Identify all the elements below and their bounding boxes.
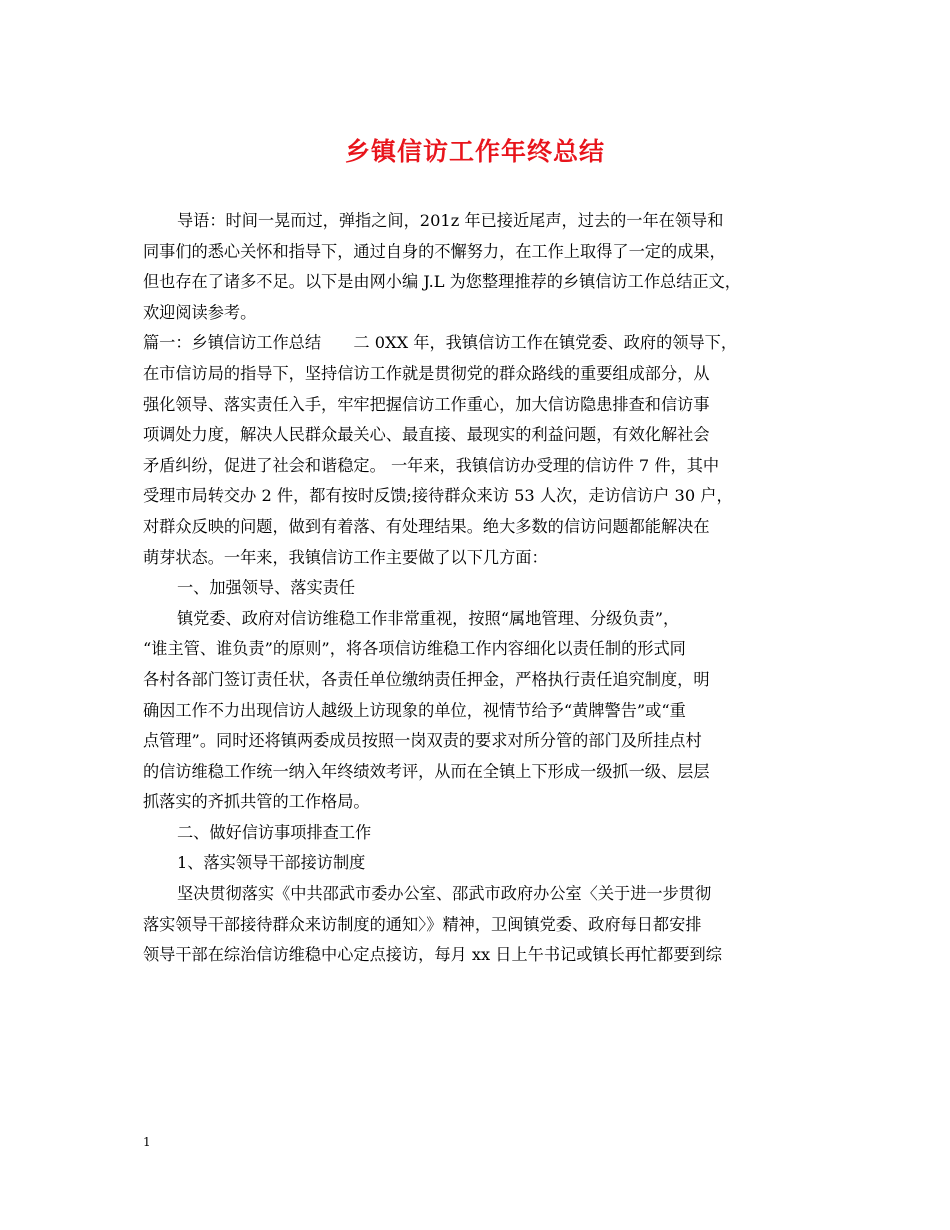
paragraph-line: 点管理”。同时还将镇两委成员按照一岗双责的要求对所分管的部门及所挂点村 bbox=[143, 731, 702, 751]
paragraph-line: 项调处力度，解决人民群众最关心、最直接、最现实的利益问题，有效化解社会 bbox=[143, 425, 710, 445]
paragraph-line: 但也存在了诸多不足。以下是由网小编 J.L 为您整理推荐的乡镇信访工作总结正文， bbox=[143, 272, 741, 292]
subsection-heading: 1、落实领导干部接访制度 bbox=[177, 853, 366, 873]
page-number: 1 bbox=[143, 1135, 151, 1149]
paragraph-line: 落实领导干部接待群众来访制度的通知〉》精神，卫闽镇党委、政府每日都安排 bbox=[143, 914, 702, 934]
paragraph-line: 篇一：乡镇信访工作总结 二 0XX 年，我镇信访工作在镇党委、政府的领导下， bbox=[143, 333, 738, 353]
paragraph-line: 抓落实的齐抓共管的工作格局。 bbox=[143, 792, 370, 812]
paragraph-line: 坚决贯彻落实《中共邵武市委办公室、邵武市政府办公室〈关于进一步贯彻 bbox=[177, 884, 712, 904]
paragraph-line: 同事们的悉心关怀和指导下，通过自身的不懈努力，在工作上取得了一定的成果， bbox=[143, 241, 726, 261]
section-heading: 二、做好信访事项排查工作 bbox=[177, 822, 372, 842]
paragraph-line: 在市信访局的指导下，坚持信访工作就是贯彻党的群众路线的重要组成部分，从 bbox=[143, 363, 710, 383]
paragraph-line: 领导干部在综治信访维稳中心定点接访，每月 xx 日上午书记或镇长再忙都要到综 bbox=[143, 945, 722, 965]
paragraph-line: 矛盾纠纷，促进了社会和谐稳定。 一年来，我镇信访办受理的信访件 7 件，其中 bbox=[143, 455, 720, 475]
paragraph-line: 欢迎阅读参考。 bbox=[143, 302, 257, 322]
paragraph-line: 强化领导、落实责任入手，牢牢把握信访工作重心，加大信访隐患排查和信访事 bbox=[143, 394, 710, 414]
paragraph-line: 受理市局转交办 2 件，都有按时反馈;接待群众来访 53 人次，走访信访户 30 户， bbox=[143, 486, 733, 506]
paragraph-line: 导语：时间一晃而过，弹指之间，201z 年已接近尾声，过去的一年在领导和 bbox=[177, 211, 724, 230]
paragraph-line: 镇党委、政府对信访维稳工作非常重视，按照“属地管理、分级负责”， bbox=[177, 608, 680, 628]
paragraph-line: “谁主管、谁负责”的原则”，将各项信访维稳工作内容细化以责任制的形式同 bbox=[143, 639, 686, 659]
paragraph-line: 对群众反映的问题，做到有着落、有处理结果。绝大多数的信访问题都能解决在 bbox=[143, 516, 710, 536]
document-body bbox=[143, 206, 811, 971]
document-title: 乡镇信访工作年终总结 bbox=[344, 137, 605, 166]
paragraph-line: 的信访维稳工作统一纳入年终绩效考评，从而在全镇上下形成一级抓一级、层层 bbox=[143, 761, 710, 781]
section-heading: 一、加强领导、落实责任 bbox=[177, 578, 356, 598]
paragraph-line: 确因工作不力出现信访人越级上访现象的单位，视情节给予“黄牌警告”或“重 bbox=[143, 700, 686, 720]
paragraph-line: 各村各部门签订责任状，各责任单位缴纳责任押金，严格执行责任追究制度，明 bbox=[143, 669, 710, 689]
paragraph-line: 萌芽状态。一年来，我镇信访工作主要做了以下几方面： bbox=[143, 547, 548, 567]
